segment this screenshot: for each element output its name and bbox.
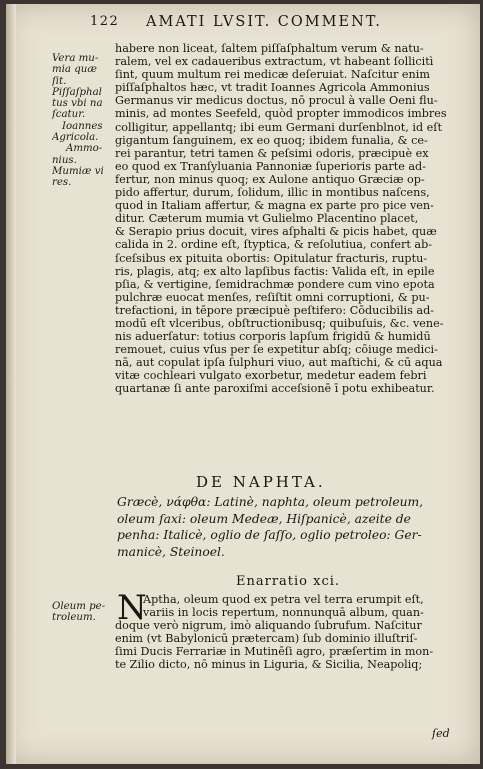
text-line: fertur, non minus quoq; ex Aulone antiquo Græciæ op- (115, 172, 425, 186)
margin-note-line: Piſſaſphal (52, 86, 102, 98)
text-line: remouet, cuius vſus per ſe expetitur abſq; cōiuge medici- (115, 343, 438, 357)
page-number: 122 (90, 14, 120, 29)
margin-note-2 (52, 601, 114, 624)
drop-cap: N (117, 588, 147, 628)
page-header (6, 10, 480, 32)
page-gutter-shadow (6, 4, 16, 764)
synonym-line: Græcè, νάφθα: Latinè, naphta, oleum petroleum, (117, 495, 424, 509)
synonym-line: penha: Italicè, oglio de ſaſſo, oglio petroleo: Ger- (117, 528, 422, 542)
text-line: Aptha, oleum quod ex petra vel terra erumpit eſt, (143, 593, 424, 606)
text-line: gigantum ſanguinem, ex eo quoq; ibidem funalia, & ce- (115, 133, 428, 147)
text-line: ſceſsibus ex pituita obortis: Opitulatur fracturis, ruptu- (115, 251, 428, 265)
running-head: AMATI LVSIT. COMMENT. (146, 14, 382, 30)
text-line: habere non liceat, ſaltem piſſaſphaltum verum & natu- (115, 42, 424, 55)
margin-note-line: tus vbi na (52, 98, 103, 110)
margin-note-line: nius. (52, 154, 77, 166)
text-line: & Serapio prius docuit, vires aſphalti & picis habet, quæ (115, 225, 437, 239)
text-line: nis aduerſatur: totius corporis lapſum frigidū & humidū (115, 330, 431, 344)
margin-note-line: res. (52, 177, 72, 189)
margin-note-line: Ammo- (66, 143, 103, 155)
text-line: trefactioni, in tēpore præcipuè peſtifero: Cōducibilis ad- (115, 303, 435, 317)
margin-note-line: troleum. (52, 612, 96, 624)
text-line: ditur. Cæterum mumia vt Gulielmo Placentino placet, (115, 212, 419, 226)
enarratio-heading: Enarratio xci. (236, 574, 341, 589)
text-line: ſint, quum multum rei medicæ deſeruiat. Naſcitur enim (115, 68, 430, 82)
text-line: pido affertur, durum, ſolidum, illic in montibus naſcens, (115, 186, 430, 200)
text-line: nā, aut copulat ipſa ſulphuri viuo, aut maſtichi, & cū aqua (115, 356, 443, 370)
catchword: ſed (432, 727, 450, 740)
margin-note-1 (52, 53, 114, 189)
text-line: calida in 2. ordine eſt, ſtyptica, & reſolutiua, confert ab- (115, 238, 433, 252)
text-line: doque verò nigrum, imò aliquando ſubrufum. Naſcitur (115, 619, 422, 633)
margin-note-line: Agricola. (52, 132, 99, 144)
text-line: quod in Italiam affertur, & magna ex parte pro pice ven- (115, 199, 434, 213)
text-line: ralem, vel ex cadaueribus extractum, vt habeant ſollicitì (115, 55, 434, 69)
paragraph-naphta (115, 588, 475, 672)
book-page (6, 4, 480, 764)
text-line: ſimi Ducis Ferrariæ in Mutinēſi agro, præſertim in mon- (115, 645, 434, 659)
text-line: colligitur, appellantq; ibi eum Germani durſenblnot, id eſt (115, 120, 442, 134)
text-line: quartanæ ſi ante paroxiſmi acceſsionē ī potu exhibeatur. (115, 382, 435, 396)
text-line: ris, plagis, atq; ex alto lapſibus factis: Valida eſt, in epile (115, 264, 435, 278)
text-line: piſſaſphaltos hæc, vt tradit Ioannes Agricola Ammonius (115, 81, 430, 95)
text-line: modū eſt vlceribus, obſtructionibusq; quibuſuis, &c. vene- (115, 316, 444, 330)
margin-note-line: Ioannes (62, 120, 103, 132)
margin-note-line: Mumiæ vi (52, 165, 104, 177)
text-line: minis, ad montes Seefeld, quòd propter immodicos imbres (115, 107, 447, 121)
synonym-line: manicè, Steinoel. (117, 544, 225, 559)
margin-note-line: ſcatur. (52, 109, 86, 121)
section-heading: DE NAPHTA. (196, 473, 326, 491)
margin-note-line: Oleum pe- (52, 601, 106, 612)
margin-note-line: mia quæ (52, 64, 97, 76)
margin-note-line: Vera mu- (52, 53, 99, 64)
text-line: te Zilio dicto, nō minus in Liguria, & Sicilia, Neapoliq; (115, 658, 423, 672)
margin-note-line: ſit. (52, 75, 67, 87)
text-line: vitæ cochleari vulgato exorbetur, medetur eadem febri (115, 369, 427, 383)
paragraph-mumia (115, 42, 475, 396)
synonyms-block (117, 494, 467, 560)
text-line: enim (vt Babylonicū prætercam) ſub dominio illuſtriſ- (115, 632, 418, 646)
text-line: eo quod ex Tranſyluania Pannoniæ ſuperioris parte ad- (115, 159, 426, 173)
text-line: Germanus vir medicus doctus, nō procul à valle Oeni flu- (115, 94, 438, 108)
text-line: variis in locis repertum, nonnunquā album, quan- (143, 606, 424, 620)
synonym-line: oleum ſaxi: oleum Medeæ, Hiſpanicè, azeite de (117, 511, 411, 526)
text-line: pſia, & vertigine, ſemidrachmæ pondere cum vino epota (115, 277, 435, 291)
text-line: pulchræ euocat menſes, reſiſtit omni corruptioni, & pu- (115, 290, 430, 304)
text-line: rei parantur, tetri tamen & peſsimi odoris, præcipuè ex (115, 146, 429, 160)
